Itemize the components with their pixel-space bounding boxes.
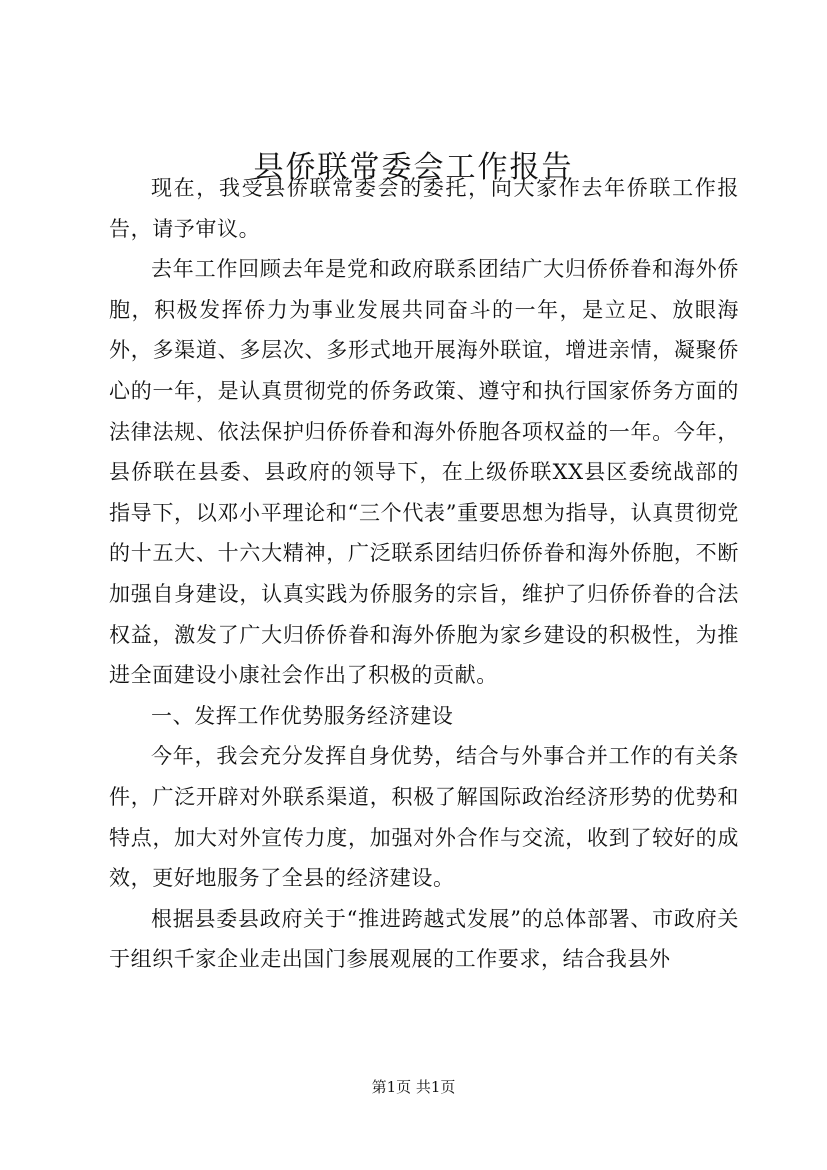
paragraph-intro: 现在，我受县侨联常委会的委托，向大家作去年侨联工作报告，请予审议。 bbox=[109, 176, 739, 241]
paragraph-review: 去年工作回顾去年是党和政府联系团结广大归侨侨眷和海外侨胞，积极发挥侨力为事业发展共同奋斗的一年，是立足、放眼海外，多渠道、多层次、多形式地开展海外联谊，增进亲情，凝聚侨心的一年，是认真贯彻党的侨务政策、遵守和执行国家侨务方面的法律法规、依法保护归侨侨眷和海外侨胞各项权益的一年。今年，县侨联在县委、县政府的领导下，在上级侨联XX县区委统战部的指导下，以邓小平理论和“三个代表”重要思想为指导，认真贯彻党的十五大、十六大精神，广泛联系团结归侨侨眷和海外侨胞，不断加强自身建设，认真实践为侨服务的宗旨，维护了归侨侨眷的合法权益，激发了广大归侨侨眷和海外侨胞为家乡建设的积极性，为推进全面建设小康社会作出了积极的贡献。 bbox=[109, 257, 739, 688]
paragraph-deployment: 根据县委县政府关于“推进跨越式发展”的总体部署、市政府关于组织千家企业走出国门参展观展的工作要求，结合我县外 bbox=[109, 906, 739, 972]
page-footer: 第1页 共1页 bbox=[371, 1078, 456, 1096]
paragraph-economy: 今年，我会充分发挥自身优势，结合与外事合并工作的有关条件，广泛开辟对外联系渠道，积极了解国际政治经济形势的优势和特点，加大对外宣传力度，加强对外合作与交流，收到了较好的成效，更好地服务了全县的经济建设。 bbox=[109, 744, 739, 891]
section-heading-1: 一、发挥工作优势服务经济建设 bbox=[151, 703, 454, 728]
document-body bbox=[109, 168, 739, 980]
document-title: 县侨联常委会工作报告 bbox=[253, 150, 574, 185]
